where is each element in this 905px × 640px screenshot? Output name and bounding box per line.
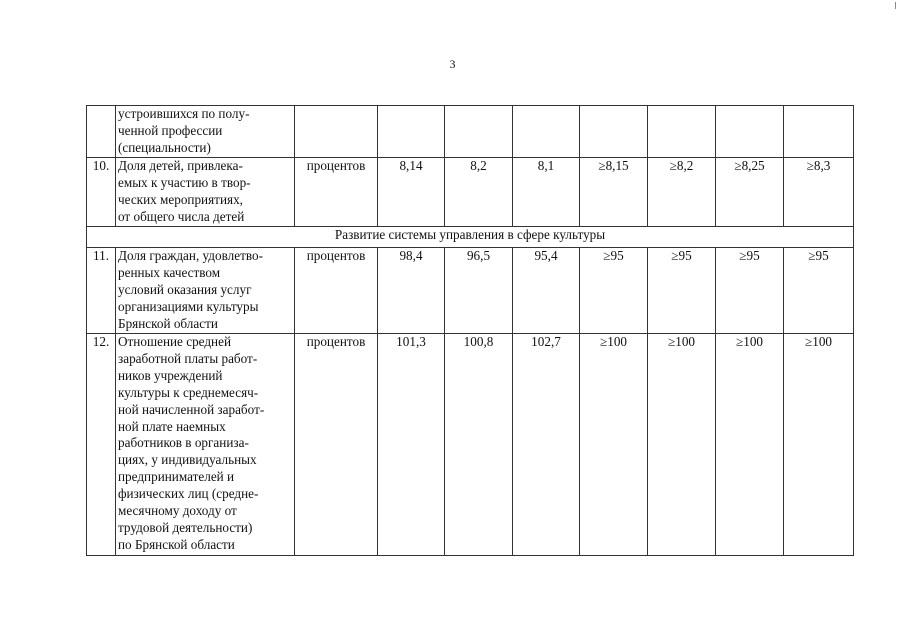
row-number: 10. (87, 158, 116, 227)
value-cell: ≥95 (784, 248, 854, 334)
indicator-name-line: по Брянской области (118, 536, 235, 552)
indicator-name-line: работников в организа- (118, 435, 249, 451)
indicator-name-line: Доля граждан, удовлетво- (118, 248, 263, 263)
value-cell (716, 106, 784, 158)
indicator-name-line: месячному доходу от (118, 503, 237, 519)
page-number: 3 (449, 57, 456, 71)
indicator-name-line: ческих мероприятиях, (118, 191, 243, 207)
indicator-name-line: ной плате наемных (118, 418, 226, 434)
indicator-name-line: ренных качеством (118, 264, 221, 280)
indicator-name-line: организациями культуры (118, 298, 259, 314)
value-cell (513, 106, 580, 158)
indicator-name-line: от общего числа детей (118, 208, 245, 224)
indicator-name-line: ченной профессии (118, 122, 223, 138)
value-cell: 96,5 (445, 248, 513, 334)
indicator-name (116, 248, 295, 334)
unit-cell: процентов (295, 334, 378, 556)
value-cell: 8,14 (378, 158, 445, 227)
section-title: Развитие системы управления в сфере культуры (87, 227, 854, 248)
value-cell: ≥95 (716, 248, 784, 334)
indicator-name-line: ников учреждений (118, 367, 223, 383)
value-cell: ≥95 (580, 248, 648, 334)
value-cell: 102,7 (513, 334, 580, 556)
value-cell: ≥100 (784, 334, 854, 556)
section-row (87, 227, 854, 248)
row-number: 12. (87, 334, 116, 556)
unit-cell (295, 106, 378, 158)
value-cell: 100,8 (445, 334, 513, 556)
row-number (87, 106, 116, 158)
value-cell (378, 106, 445, 158)
value-cell: ≥100 (716, 334, 784, 556)
value-cell: ≥8,3 (784, 158, 854, 227)
indicator-name-line: ной начисленной заработ- (118, 401, 265, 417)
value-cell: 8,2 (445, 158, 513, 227)
value-cell: 101,3 (378, 334, 445, 556)
indicator-name-line: физических лиц (средне- (118, 486, 259, 502)
indicator-name-line: Брянской области (118, 315, 218, 331)
indicators-table (86, 105, 854, 556)
scan-edge-mark (895, 2, 896, 9)
indicator-name-line: трудовой деятельности) (118, 519, 253, 535)
indicator-name-line: Отношение средней (118, 334, 232, 349)
unit-cell: процентов (295, 248, 378, 334)
indicator-name-line: устроившихся по полу- (118, 106, 250, 121)
indicator-name-line: (специальности) (118, 139, 211, 155)
indicator-name-line: Доля детей, привлека- (118, 158, 243, 173)
indicator-name-line: циях, у индивидуальных (118, 452, 257, 468)
table-row (87, 106, 854, 158)
value-cell (784, 106, 854, 158)
table-row (87, 248, 854, 334)
value-cell: ≥100 (648, 334, 716, 556)
value-cell: ≥8,25 (716, 158, 784, 227)
unit-cell: процентов (295, 158, 378, 227)
value-cell: 98,4 (378, 248, 445, 334)
indicator-name-line: емых к участию в твор- (118, 174, 251, 190)
table-row (87, 158, 854, 227)
value-cell: ≥8,15 (580, 158, 648, 227)
value-cell (445, 106, 513, 158)
value-cell (648, 106, 716, 158)
value-cell: ≥100 (580, 334, 648, 556)
indicator-name-line: культуры к среднемесяч- (118, 384, 259, 400)
indicator-name-line: заработной платы работ- (118, 350, 258, 366)
table-row (87, 334, 854, 556)
indicator-name-line: предпринимателей и (118, 469, 235, 485)
value-cell (580, 106, 648, 158)
indicator-name (116, 334, 295, 556)
indicator-name (116, 106, 295, 158)
row-number: 11. (87, 248, 116, 334)
indicator-name-line: условий оказания услуг (118, 281, 252, 297)
value-cell: 95,4 (513, 248, 580, 334)
indicator-name (116, 158, 295, 227)
value-cell: ≥95 (648, 248, 716, 334)
value-cell: ≥8,2 (648, 158, 716, 227)
value-cell: 8,1 (513, 158, 580, 227)
